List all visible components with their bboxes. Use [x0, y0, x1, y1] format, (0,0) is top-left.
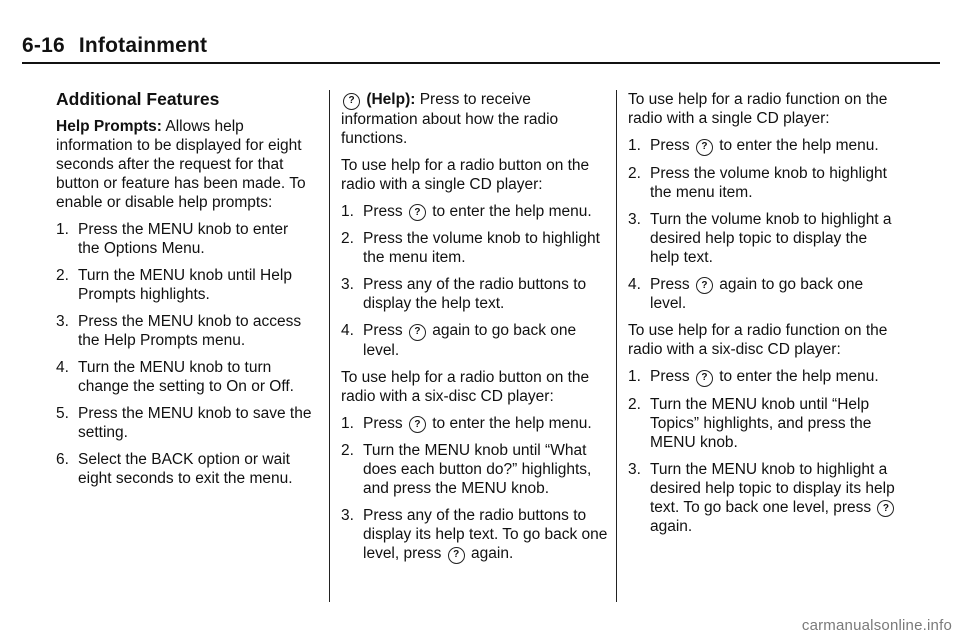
question-circle-icon: ?	[409, 324, 426, 341]
help-prompts-steps	[56, 220, 314, 488]
single-cd-intro: To use help for a radio button on the radio with a single CD player:	[341, 156, 590, 193]
list-item: 3. Turn the volume knob to highlight a desired help topic to display the help text.	[628, 210, 892, 266]
list-item: 3. Press any of the radio buttons to display the help text.	[341, 276, 587, 312]
column-divider-1	[329, 90, 330, 602]
list-item: 4. Turn the MENU knob to turn change the setting to On or Off.	[56, 359, 294, 395]
column-1	[56, 90, 314, 496]
list-item: 2. Press the volume knob to highlight the menu item.	[341, 230, 600, 266]
single-cd-function-intro: To use help for a radio function on the radio with a single CD player:	[628, 91, 888, 127]
question-circle-icon: ?	[343, 93, 360, 110]
list-item: 3. Press the MENU knob to access the Help Prompts menu.	[56, 313, 302, 349]
single-cd-function-steps	[628, 136, 898, 313]
list-item: 1. Press ? to enter the help menu.	[341, 414, 592, 432]
section-title: Infotainment	[78, 34, 208, 57]
list-item: 2. Turn the MENU knob until “Help Topics” highlights, and press the MENU knob.	[628, 395, 872, 451]
help-prompts-text: Allows help information to be displayed for eight seconds after the request for that button or feature has been made. To enable or disable help prompts:	[56, 118, 306, 211]
list-item: 1. Press ? to enter the help menu.	[628, 368, 879, 385]
section-heading: Additional Features	[56, 89, 220, 109]
question-circle-icon: ?	[409, 204, 426, 221]
list-item: 2. Press the volume knob to highlight the menu item.	[628, 164, 887, 201]
list-item: 6. Select the BACK option or wait eight seconds to exit the menu.	[56, 451, 293, 487]
column-2	[341, 90, 609, 572]
list-item: 3. Turn the MENU knob to highlight a desired help topic to display its help text. To go back one level, press ? again.	[628, 460, 895, 535]
list-item: 1. Press the MENU knob to enter the Options Menu.	[56, 221, 289, 257]
help-prompts-label: Help Prompts:	[56, 118, 162, 135]
list-item: 5. Press the MENU knob to save the setting.	[56, 405, 312, 441]
help-button-description: ? (Help): Press to receive information about how the radio functions.	[341, 91, 559, 147]
single-cd-steps	[341, 202, 609, 360]
page-number: 6-16	[22, 34, 65, 57]
question-circle-icon: ?	[696, 370, 713, 387]
list-item: 4. Press ? again to go back one level.	[628, 275, 864, 312]
six-disc-intro: To use help for a radio button on the radio with a six-disc CD player:	[341, 368, 590, 405]
help-label: (Help):	[366, 91, 416, 108]
six-disc-steps	[341, 414, 609, 564]
list-item: 4. Press ? again to go back one level.	[341, 322, 577, 359]
question-circle-icon: ?	[696, 139, 713, 156]
question-circle-icon: ?	[877, 500, 894, 517]
six-disc-function-steps	[628, 367, 898, 536]
list-item: 2. Turn the MENU knob until “What does each button do?” highlights, and press the MENU knob.	[341, 442, 592, 497]
list-item: 2. Turn the MENU knob until Help Prompts highlights.	[56, 267, 292, 303]
question-circle-icon: ?	[696, 277, 713, 294]
column-3	[628, 90, 898, 544]
list-item: 1. Press ? to enter the help menu.	[341, 202, 592, 220]
column-divider-2	[616, 90, 617, 602]
header-rule	[22, 62, 940, 64]
list-item: 3. Press any of the radio buttons to display its help text. To go back one level, press ? again.	[341, 507, 608, 562]
question-circle-icon: ?	[409, 416, 426, 433]
help-prompts-intro	[56, 117, 314, 212]
six-disc-function-intro: To use help for a radio function on the radio with a six-disc CD player:	[628, 322, 888, 358]
watermark: carmanualsonline.info	[801, 617, 952, 634]
page-header	[22, 34, 207, 58]
list-item: 1. Press ? to enter the help menu.	[628, 137, 879, 154]
question-circle-icon: ?	[448, 547, 465, 564]
